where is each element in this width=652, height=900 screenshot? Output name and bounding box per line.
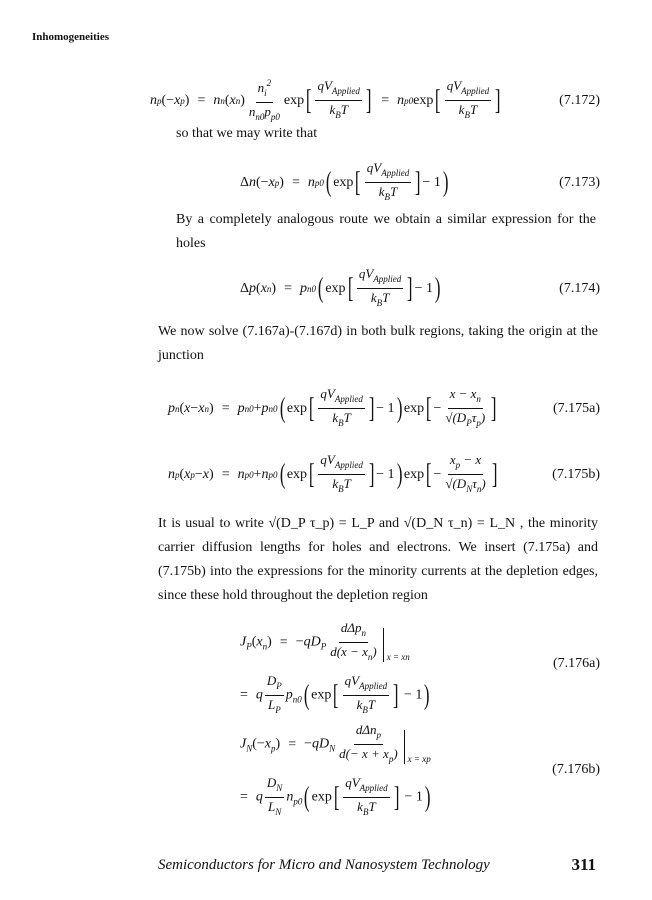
equation-number: (7.173) [559,174,600,190]
equation-7-172: n p (− x p ) = n n ( x n ) $\frac{n_i^2}{n_{n0}p_{p0}}$ exp [ $\frac{qV_{Applied}}{k_BT}$ ] = n p0 exp [ $\frac{qV_{Applied}}{k_BT}$ ] (7.172) [150,78,600,122]
equation-number: (7.175a) [552,400,600,416]
equation-7-175b: n p ( x p − x ) = n p0 + n p0 ( exp [ $\frac{qV_{Applied}}{k_BT}$ ] − 1 ) exp [ − $\frac{x_p - x}{√(D_N\tau_n)}$ ] (7.175b) [168,452,600,494]
equation-number: (7.176a) [552,656,600,671]
equation-7-173: Δ n (− x p ) = n p0 ( exp [ $\frac{qV_{Applied}}{k_BT}$ ] − 1 ) (7.173) [240,160,600,202]
footer-book-title: Semiconductors for Micro and Nanosystem Technology [158,857,490,873]
equation-7-174: Δ p ( x n ) = p n0 ( exp [ $\frac{qV_{Applied}}{k_BT}$ ] − 1 ) (7.174) [240,266,600,308]
equation-7-176a: $J_P(x_n) = -qD_P$ $\frac{d\Delta p_n}{d(x - x_n)}$ x = x n = q $\frac{D_P}{L_P}$ $p_{n0}$( exp[ $\frac{qV_{Applied}}{k_BT}$ ] − 1) (7.176a) [240,620,600,715]
page-number: 311 [571,855,596,874]
equation-number: (7.175b) [552,466,600,482]
equation-number: (7.174) [559,280,600,296]
paragraph: so that we may write that [176,126,318,141]
equation-7-176b: $J_N(-x_p) = -qD_N$ $\frac{d\Delta n_p}{d(- x + x_p)}$ x = x p = q $\frac{D_N}{L_N}$ $n_{p0}$( exp[ $\frac{qV_{Applied}}{k_BT}$ ] − 1) (7.176b) [240,722,600,817]
equation-number: (7.172) [559,92,600,108]
paragraph: By a completely analogous route we obtain a similar expression for the holes [176,212,596,251]
equation-number: (7.176b) [552,762,600,777]
equation-7-175a: p n ( x − x n ) = p n0 + p n0 ( exp [ $\frac{qV_{Applied}}{k_BT}$ ] − 1 ) exp [ − $\frac{x - x_n}{√(D_P\tau_p)}$ ] (7.175a) [168,386,600,428]
running-header: Inhomogeneities [32,31,109,43]
paragraph: We now solve (7.167a)-(7.167d) in both bulk regions, taking the origin at the junction [158,324,598,363]
paragraph: It is usual to write √(D_P τ_p) = L_P and √(D_N τ_n) = L_N , the minority carrier diffusion lengths for holes and electrons. We insert (7.175a) and (7.175b) into the expressions for the minority currents at the depletion edges, since these hold throughout the depletion region [158,516,598,603]
